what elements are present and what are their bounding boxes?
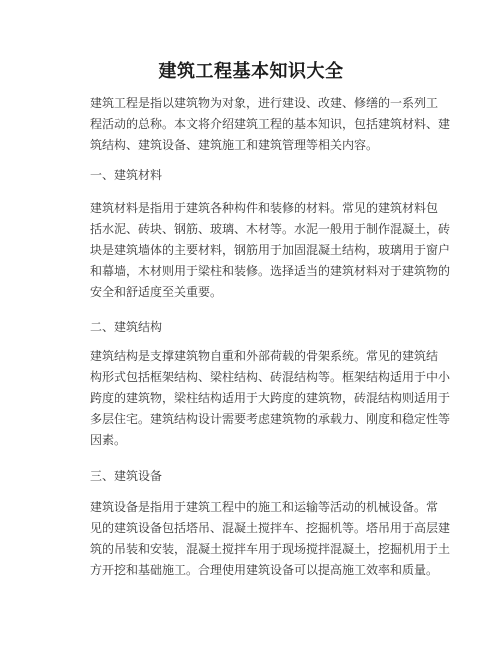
paragraph-line: 建筑材料是指用于建筑各种构件和装修的材料。常见的建筑材料包 [90, 201, 439, 215]
section-heading-equipment: 三、建筑设备 [90, 469, 163, 483]
paragraph-line: 因素。 [90, 433, 127, 447]
paragraph-line: 和幕墙，木材则用于梁柱和装修。选择适当的建筑材料对于建筑物的 [90, 264, 451, 278]
paragraph-line: 构形式包括框架结构、梁柱结构、砖混结构等。框架结构适用于中小 [90, 370, 451, 384]
paragraph-line: 建筑设备是指用于建筑工程中的施工和运输等活动的机械设备。常 [90, 500, 439, 514]
paragraph-line: 建筑结构是支撑建筑物自重和外部荷载的骨架系统。常见的建筑结 [90, 349, 439, 363]
section-heading-materials: 一、建筑材料 [90, 168, 163, 182]
paragraph-line: 筑结构、建筑设备、建筑施工和建筑管理等相关内容。 [90, 138, 379, 152]
intro-paragraph [90, 93, 451, 156]
paragraph-line: 跨度的建筑物，梁柱结构适用于大跨度的建筑物，砖混结构则适用于 [90, 391, 451, 405]
paragraph-line: 程活动的总称。本文将介绍建筑工程的基本知识，包括建筑材料、建 [90, 117, 451, 131]
paragraph-line: 方开挖和基础施工。合理使用建筑设备可以提高施工效率和质量。 [90, 563, 439, 577]
paragraph-line: 括水泥、砖块、钢筋、玻璃、木材等。水泥一般用于制作混凝土，砖 [90, 222, 451, 236]
document-title: 建筑工程基本知识大全 [158, 61, 344, 82]
section-paragraph-materials [90, 198, 451, 303]
paragraph-line: 安全和舒适度至关重要。 [90, 285, 223, 299]
section-heading-structure: 二、建筑结构 [90, 320, 163, 334]
paragraph-line: 建筑工程是指以建筑物为对象，进行建设、改建、修缮的一系列工 [90, 96, 439, 110]
paragraph-line: 见的建筑设备包括塔吊、混凝土搅拌车、挖掘机等。塔吊用于高层建 [90, 521, 451, 535]
paragraph-line: 筑的吊装和安装，混凝土搅拌车用于现场搅拌混凝土，挖掘机用于土 [90, 542, 451, 556]
section-paragraph-structure [90, 346, 451, 451]
paragraph-line: 块是建筑墙体的主要材料，钢筋用于加固混凝土结构，玻璃用于窗户 [90, 243, 451, 257]
paragraph-line: 多层住宅。建筑结构设计需要考虑建筑物的承载力、刚度和稳定性等 [90, 412, 451, 426]
section-paragraph-equipment [90, 497, 451, 581]
